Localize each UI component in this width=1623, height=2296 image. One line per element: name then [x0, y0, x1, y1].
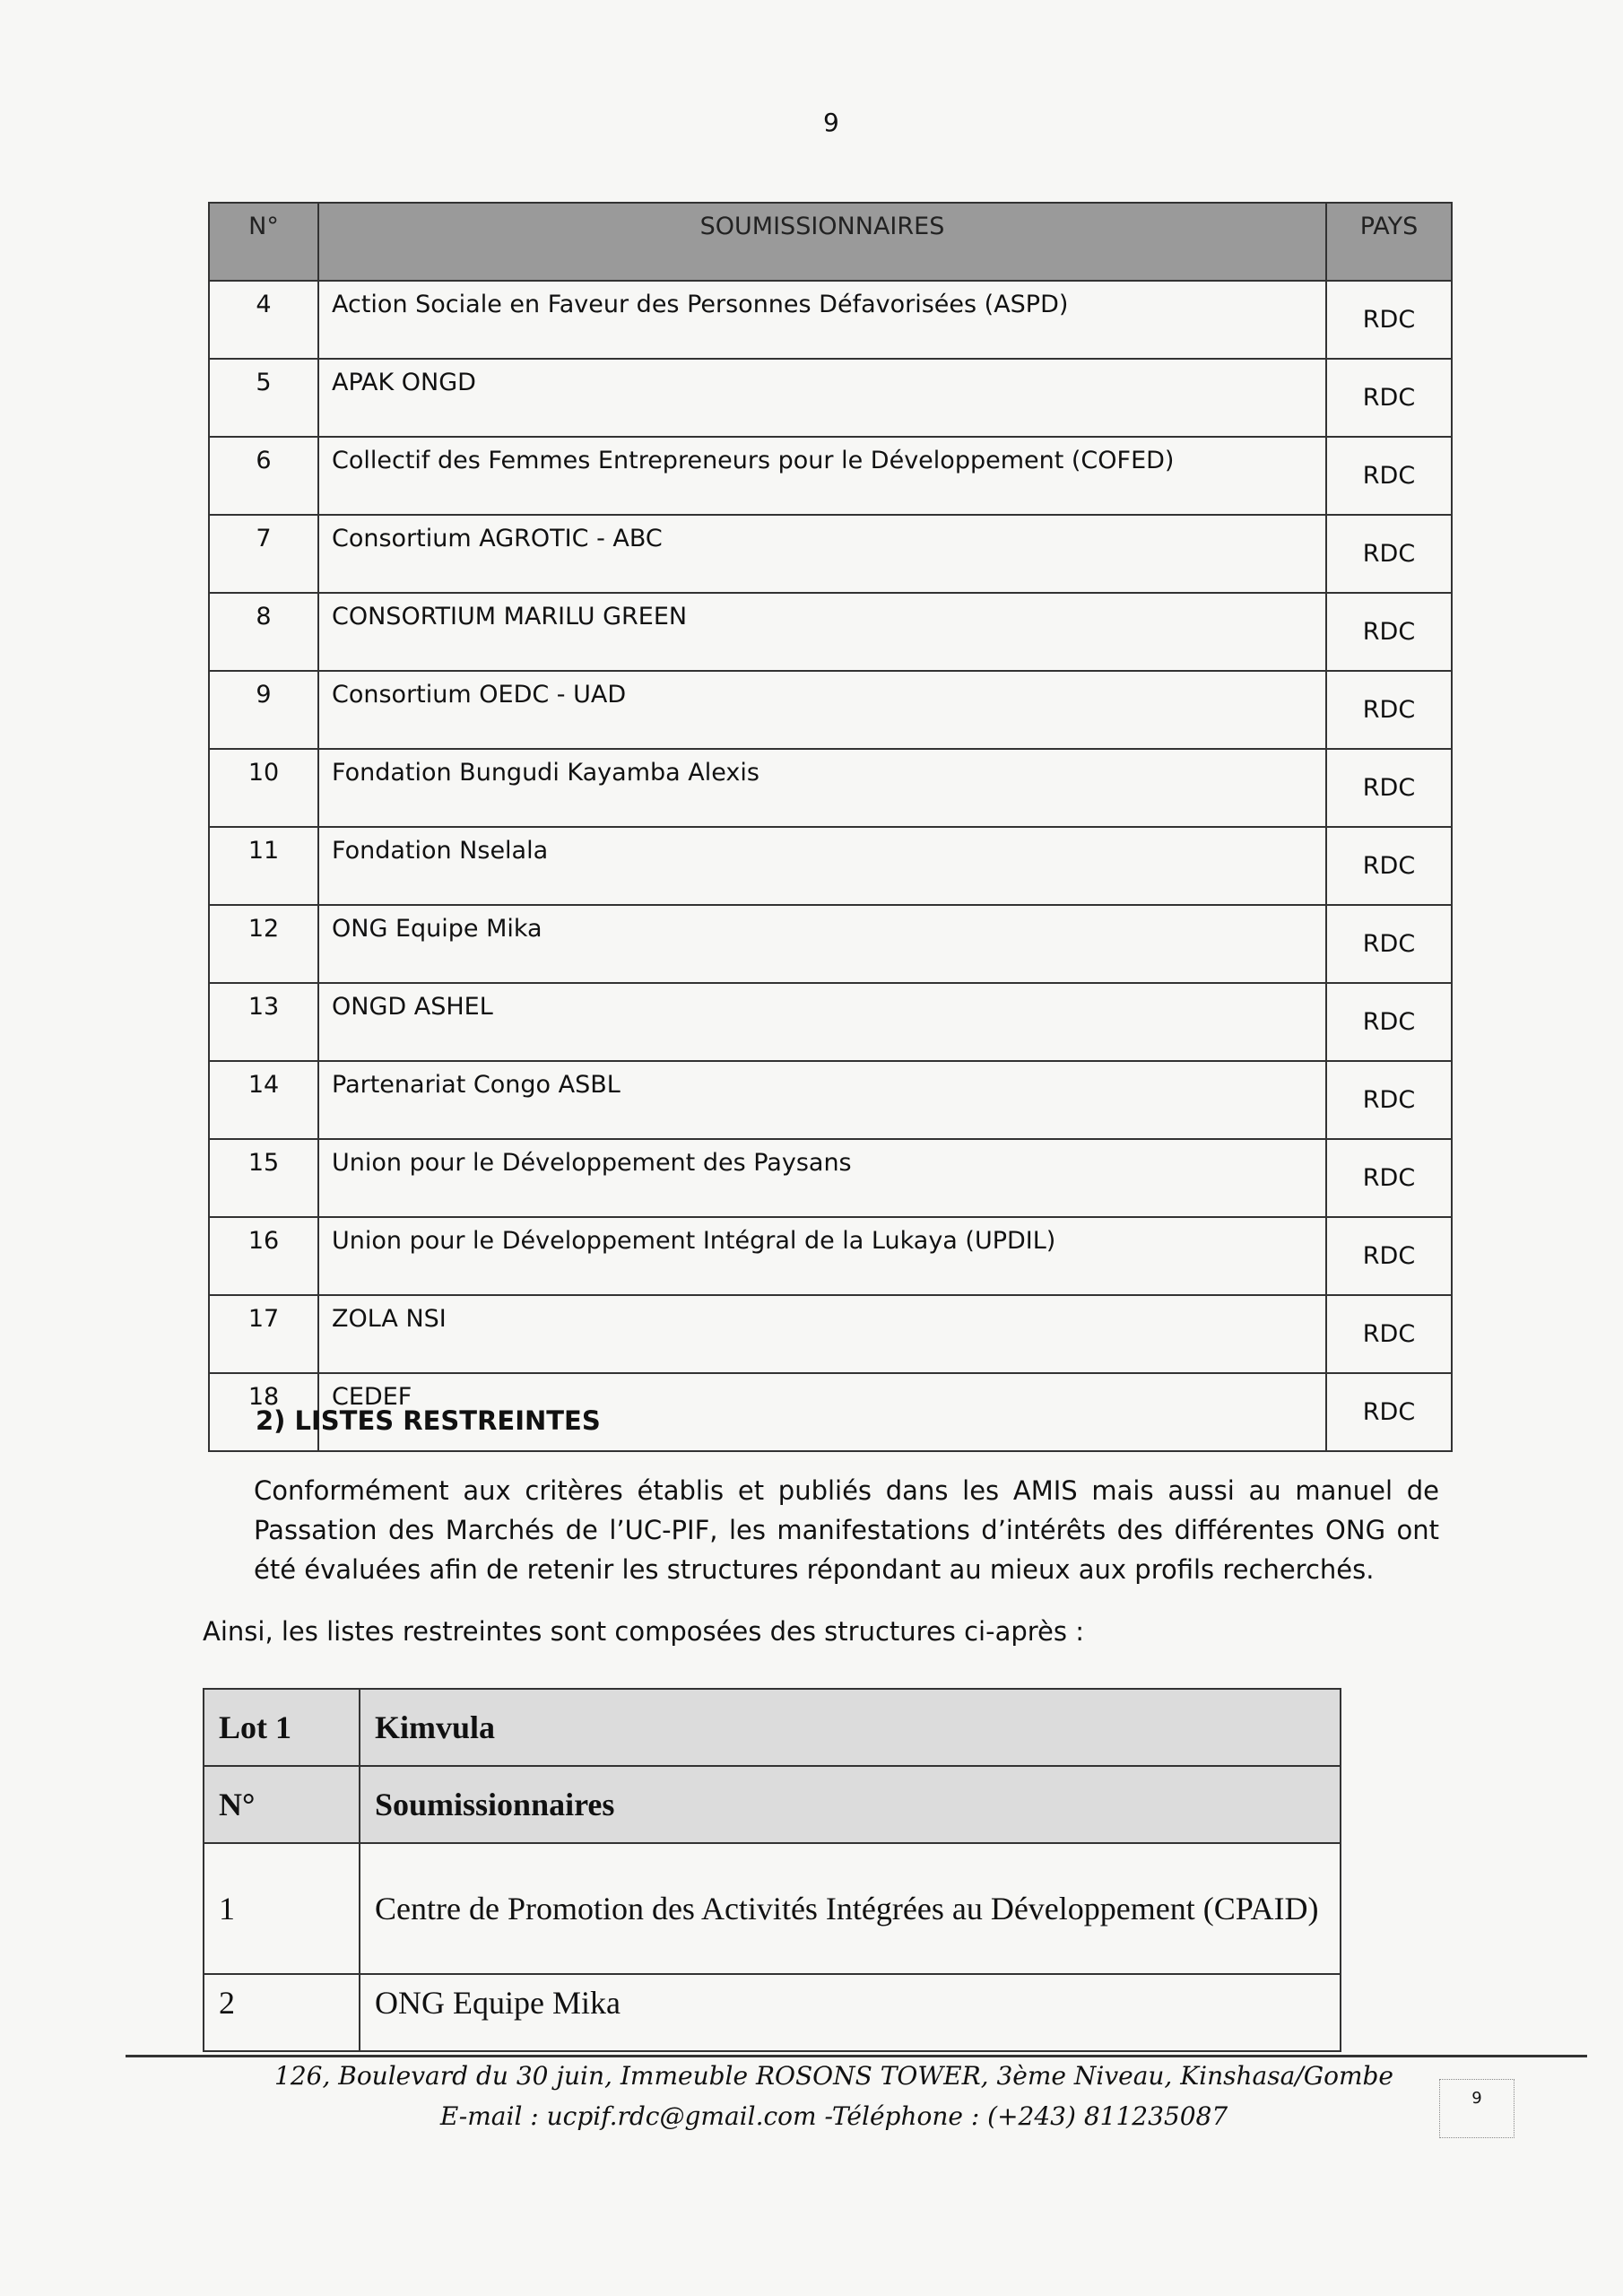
row-country: RDC	[1326, 1139, 1452, 1217]
table-row	[209, 1061, 1452, 1139]
row-country: RDC	[1326, 515, 1452, 593]
row-name: Union pour le Développement Intégral de la Lukaya (UPDIL)	[318, 1217, 1326, 1295]
row-no: 8	[209, 593, 318, 671]
table-row	[204, 1843, 1341, 1974]
table-row	[209, 1217, 1452, 1295]
row-name: Centre de Promotion des Activités Intégrées au Développement (CPAID)	[360, 1843, 1341, 1974]
row-no: 6	[209, 437, 318, 515]
row-country: RDC	[1326, 1217, 1452, 1295]
table-row	[209, 749, 1452, 827]
header-no: N°	[204, 1766, 360, 1843]
row-name: Union pour le Développement des Paysans	[318, 1139, 1326, 1217]
row-name: ONG Equipe Mika	[360, 1974, 1341, 2051]
row-name: Consortium AGROTIC - ABC	[318, 515, 1326, 593]
lot-row	[204, 1689, 1341, 1766]
table-row	[209, 593, 1452, 671]
header-bidders: Soumissionnaires	[360, 1766, 1341, 1843]
table-row	[209, 437, 1452, 515]
header-no: N°	[209, 203, 318, 281]
row-country: RDC	[1326, 1061, 1452, 1139]
row-country: RDC	[1326, 281, 1452, 359]
row-no: 14	[209, 1061, 318, 1139]
row-name: Action Sociale en Faveur des Personnes Défavorisées (ASPD)	[318, 281, 1326, 359]
row-country: RDC	[1326, 905, 1452, 983]
table-row	[209, 671, 1452, 749]
row-name: CEDEF	[318, 1373, 1326, 1451]
row-name: ONG Equipe Mika	[318, 905, 1326, 983]
footer-divider	[126, 2055, 1587, 2057]
table-row	[209, 905, 1452, 983]
table-header-row	[209, 203, 1452, 281]
row-name: APAK ONGD	[318, 359, 1326, 437]
row-no: 11	[209, 827, 318, 905]
table-row	[209, 983, 1452, 1061]
lot-name: Kimvula	[360, 1689, 1341, 1766]
section-heading: 2) LISTES RESTREINTES	[256, 1405, 601, 1436]
table-row	[209, 1139, 1452, 1217]
row-country: RDC	[1326, 749, 1452, 827]
row-name: Consortium OEDC - UAD	[318, 671, 1326, 749]
row-country: RDC	[1326, 593, 1452, 671]
row-no: 5	[209, 359, 318, 437]
row-no: 13	[209, 983, 318, 1061]
row-country: RDC	[1326, 1373, 1452, 1451]
row-name: Collectif des Femmes Entrepreneurs pour le Développement (COFED)	[318, 437, 1326, 515]
table-row	[209, 281, 1452, 359]
row-name: ONGD ASHEL	[318, 983, 1326, 1061]
row-country: RDC	[1326, 827, 1452, 905]
row-country: RDC	[1326, 671, 1452, 749]
row-no: 16	[209, 1217, 318, 1295]
row-country: RDC	[1326, 437, 1452, 515]
bidders-table	[208, 202, 1453, 1452]
table-row	[204, 1974, 1341, 2051]
row-name: Fondation Bungudi Kayamba Alexis	[318, 749, 1326, 827]
table-row	[209, 827, 1452, 905]
header-country: PAYS	[1326, 203, 1452, 281]
table-row	[209, 1295, 1452, 1373]
page-stamp: 9	[1439, 2079, 1515, 2138]
table-row	[209, 359, 1452, 437]
row-no: 17	[209, 1295, 318, 1373]
section-paragraph: Conformément aux critères établis et publiés dans les AMIS mais aussi au manuel de Passation des Marchés de l’UC-PIF, les manifestations d’intérêts des différentes ONG ont été évaluées afin de retenir les structures répondant au mieux aux profils recherchés.	[254, 1475, 1439, 1585]
row-no: 7	[209, 515, 318, 593]
footer-address: 126, Boulevard du 30 juin, Immeuble ROSONS TOWER, 3ème Niveau, Kinshasa/Gombe	[274, 2061, 1393, 2091]
row-no: 9	[209, 671, 318, 749]
page-number: 9	[823, 108, 839, 137]
row-name: Partenariat Congo ASBL	[318, 1061, 1326, 1139]
row-no: 1	[204, 1843, 360, 1974]
row-no: 4	[209, 281, 318, 359]
row-country: RDC	[1326, 1295, 1452, 1373]
row-no: 18	[209, 1373, 318, 1451]
lot-label: Lot 1	[204, 1689, 360, 1766]
column-header-row	[204, 1766, 1341, 1843]
intro-text: Ainsi, les listes restreintes sont composées des structures ci-après :	[203, 1616, 1084, 1647]
row-no: 10	[209, 749, 318, 827]
row-no: 15	[209, 1139, 318, 1217]
row-country: RDC	[1326, 983, 1452, 1061]
row-name: CONSORTIUM MARILU GREEN	[318, 593, 1326, 671]
table-row	[209, 515, 1452, 593]
row-name: Fondation Nselala	[318, 827, 1326, 905]
row-name: ZOLA NSI	[318, 1295, 1326, 1373]
shortlist-table	[203, 1688, 1341, 2052]
row-no: 2	[204, 1974, 360, 2051]
footer-contact: E-mail : ucpif.rdc@gmail.com -Téléphone : (+243) 811235087	[439, 2101, 1228, 2131]
row-no: 12	[209, 905, 318, 983]
header-bidders: SOUMISSIONNAIRES	[318, 203, 1326, 281]
row-country: RDC	[1326, 359, 1452, 437]
